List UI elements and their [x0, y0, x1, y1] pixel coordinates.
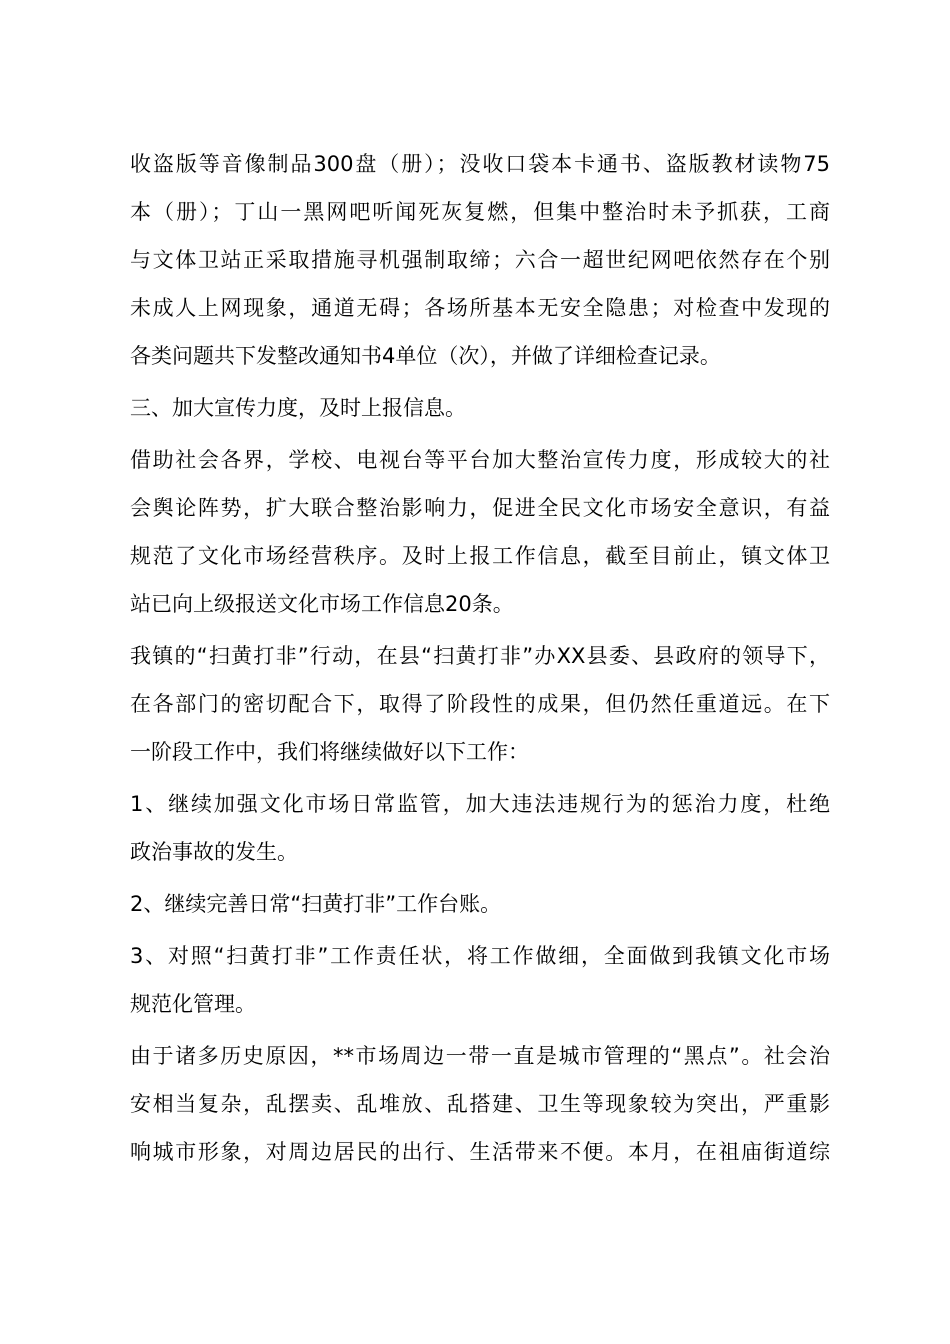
text-line: 各类问题共下发整改通知书4单位（次），并做了详细检查记录。: [130, 344, 721, 368]
section-heading: [130, 384, 830, 432]
text-line: 在各部门的密切配合下，取得了阶段性的成果，但仍然任重道远。在下: [130, 692, 830, 716]
text-line: 我镇的“扫黄打非”行动，在县“扫黄打非”办XX县委、县政府的领导下，: [130, 644, 830, 668]
text-line: 本（册）；丁山一黑网吧听闻死灰复燃，但集中整治时未予抓获，工商: [130, 200, 830, 224]
text-line: 借助社会各界，学校、电视台等平台加大整治宣传力度，形成较大的社: [130, 448, 830, 472]
text-line: 收盗版等音像制品300盘（册）；没收口袋本卡通书、盗版教材读物75: [130, 152, 830, 176]
text-line: 2、继续完善日常“扫黄打非”工作台账。: [130, 892, 502, 916]
text-line: 规范化管理。: [130, 992, 256, 1016]
text-line: 与文体卫站正采取措施寻机强制取缔；六合一超世纪网吧依然存在个别: [130, 248, 830, 272]
text-line: 一阶段工作中，我们将继续做好以下工作：: [130, 740, 529, 764]
paragraph-publicity: [130, 436, 830, 628]
list-item-3: [130, 932, 830, 1028]
text-line: 由于诸多历史原因，**市场周边一带一直是城市管理的“黑点”。社会治: [130, 1044, 830, 1068]
text-line: 1、继续加强文化市场日常监管，加大违法违规行为的惩治力度，杜绝: [130, 792, 830, 816]
list-item-1: [130, 780, 830, 876]
paragraph-market-area: [130, 1032, 830, 1176]
text-line: 会舆论阵势，扩大联合整治影响力，促进全民文化市场安全意识，有益: [130, 496, 830, 520]
document-page: [130, 140, 830, 1176]
text-line: 安相当复杂，乱摆卖、乱堆放、乱搭建、卫生等现象较为突出，严重影: [130, 1092, 830, 1116]
paragraph-campaign-results: [130, 632, 830, 776]
heading-line: 三、加大宣传力度，及时上报信息。: [130, 396, 466, 420]
text-line: 政治事故的发生。: [130, 840, 298, 864]
text-line: 站已向上级报送文化市场工作信息20条。: [130, 592, 514, 616]
text-line: 规范了文化市场经营秩序。及时上报工作信息，截至目前止，镇文体卫: [130, 544, 830, 568]
text-line: 未成人上网现象，通道无碍；各场所基本无安全隐患；对检查中发现的: [130, 296, 830, 320]
paragraph-seizure-summary: [130, 140, 830, 380]
list-item-2: [130, 880, 830, 928]
text-line: 响城市形象，对周边居民的出行、生活带来不便。本月，在祖庙街道综: [130, 1140, 830, 1164]
text-line: 3、对照“扫黄打非”工作责任状，将工作做细，全面做到我镇文化市场: [130, 944, 830, 968]
